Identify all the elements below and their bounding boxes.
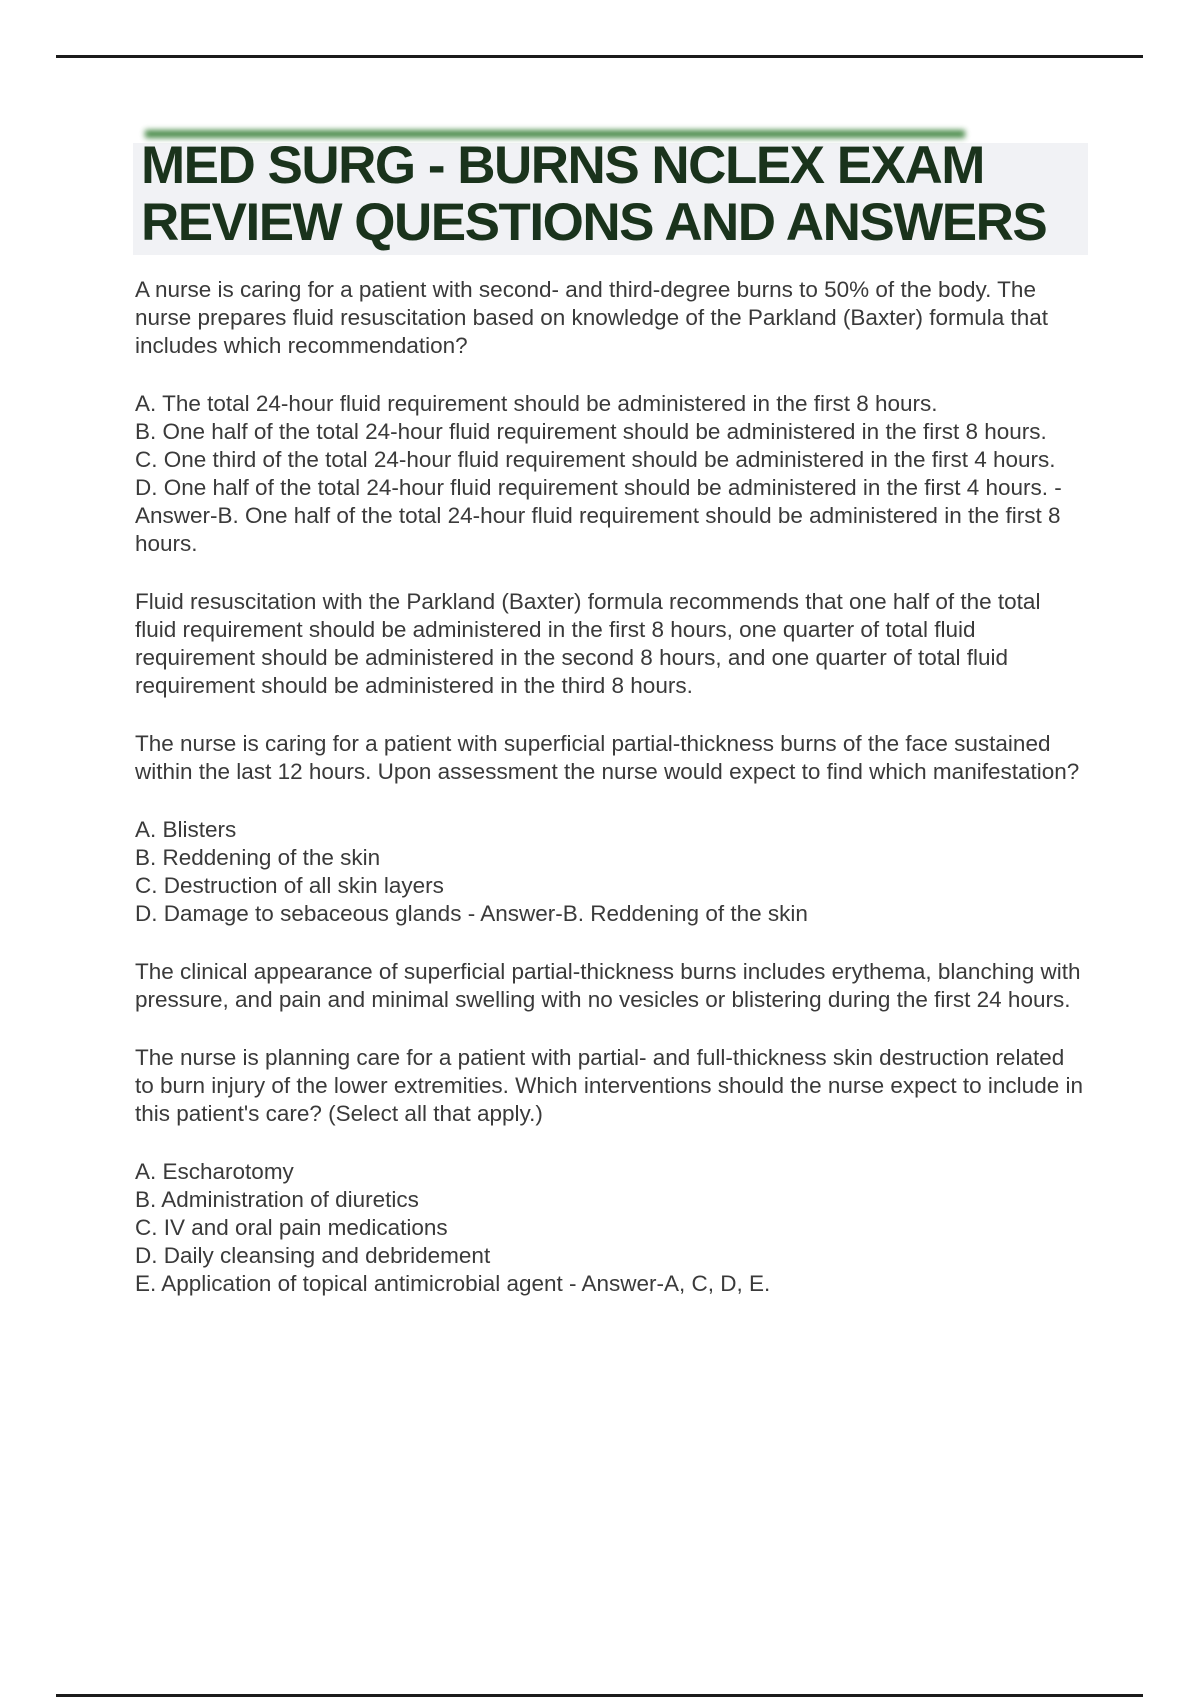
option-line: C. One third of the total 24-hour fluid requirement should be administered in the first 4 hours.: [135, 447, 1056, 472]
option-line: E. Application of topical antimicrobial agent - Answer-A, C, D, E.: [135, 1271, 771, 1296]
options-list: [135, 390, 1087, 558]
option-line: B. Administration of diuretics: [135, 1187, 419, 1212]
title-line-1: MED SURG - BURNS NCLEX EXAM: [141, 136, 984, 195]
question-paragraph: The nurse is caring for a patient with superficial partial-thickness burns of the face sustained within the last 12 hours. Upon assessment the nurse would expect to find which manifestation?: [135, 731, 1080, 784]
options-list: [135, 816, 1087, 928]
option-line: C. IV and oral pain medications: [135, 1215, 448, 1240]
title-area: [133, 129, 1047, 252]
rationale-paragraph: The clinical appearance of superficial partial-thickness burns includes erythema, blanching with pressure, and pain and minimal swelling with no vesicles or blistering during the first 24 hours.: [135, 959, 1081, 1012]
question-paragraph: A nurse is caring for a patient with second- and third-degree burns to 50% of the body. The nurse prepares fluid resuscitation based on knowledge of the Parkland (Baxter) formula that includes which recommendation?: [135, 277, 1049, 358]
options-list: [135, 1158, 1087, 1298]
option-line: A. Blisters: [135, 817, 237, 842]
option-line: B. Reddening of the skin: [135, 845, 381, 870]
title-line-2: REVIEW QUESTIONS AND ANSWERS: [141, 193, 1047, 252]
option-line: D. Damage to sebaceous glands - Answer-B. Reddening of the skin: [135, 901, 808, 926]
document-content: [135, 276, 1087, 1298]
option-line: C. Destruction of all skin layers: [135, 873, 444, 898]
option-line: B. One half of the total 24-hour fluid requirement should be administered in the first 8 hours.: [135, 419, 1047, 444]
page-title: [133, 129, 1047, 252]
rationale-paragraph: Fluid resuscitation with the Parkland (Baxter) formula recommends that one half of the total fluid requirement should be administered in the first 8 hours, one quarter of total fluid requirement should be administered in the second 8 hours, and one quarter of total fluid requirement should be administered in the third 8 hours.: [135, 589, 1041, 698]
bottom-rule: [56, 1694, 1143, 1697]
top-rule: [56, 55, 1143, 58]
option-line: D. One half of the total 24-hour fluid requirement should be administered in the first 4 hours. - Answer-B. One half of the total 24-hour fluid requirement should be administered in the first 8 hours.: [135, 475, 1062, 556]
option-line: D. Daily cleansing and debridement: [135, 1243, 491, 1268]
question-paragraph: The nurse is planning care for a patient with partial- and full-thickness skin destruction related to burn injury of the lower extremities. Which interventions should the nurse expect to include in this patient's care? (Select all that apply.): [135, 1045, 1083, 1126]
option-line: A. The total 24-hour fluid requirement should be administered in the first 8 hours.: [135, 391, 938, 416]
option-line: A. Escharotomy: [135, 1159, 294, 1184]
